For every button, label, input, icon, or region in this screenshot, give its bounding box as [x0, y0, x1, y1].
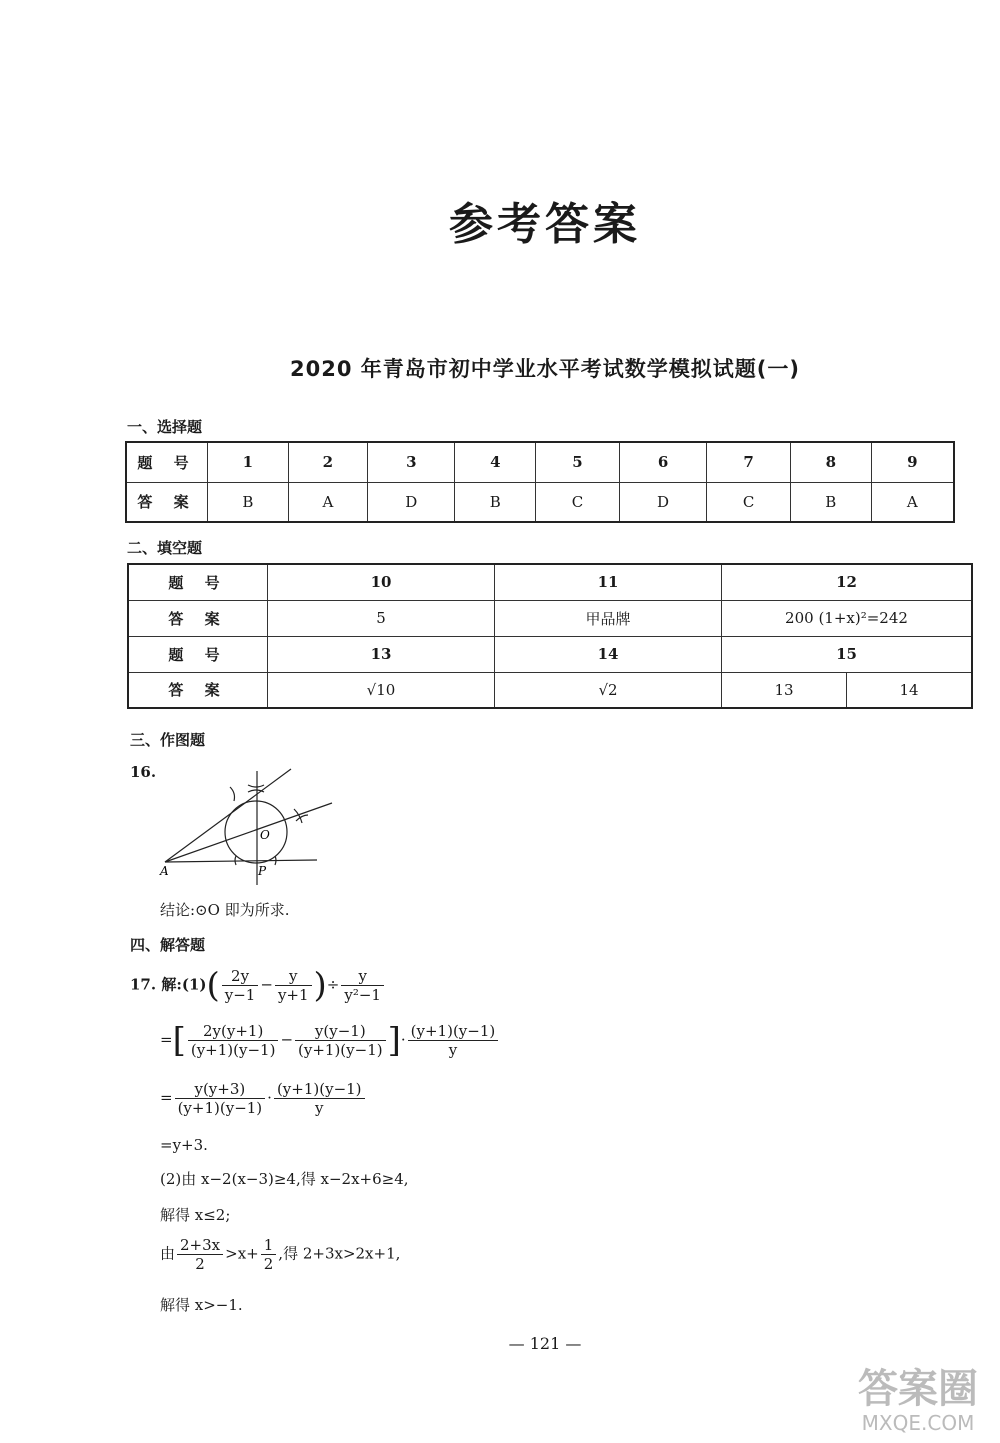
- question-number: 15: [722, 636, 973, 672]
- row-label-question: 题 号: [128, 636, 268, 672]
- exam-title: 2020 年青岛市初中学业水平考试数学模拟试题(一): [290, 357, 800, 381]
- answer-cell: C: [707, 482, 791, 522]
- denominator: y−1: [224, 986, 256, 1004]
- paren-open: (: [206, 965, 220, 1006]
- question-number: 5: [536, 442, 620, 482]
- numerator: 2+3x: [177, 1236, 223, 1255]
- answer-cell: C: [536, 482, 620, 522]
- denominator: (y+1)(y−1): [190, 1041, 276, 1059]
- fraction: [275, 967, 312, 1004]
- answer-cell: 5: [268, 600, 495, 636]
- text-prefix: 由: [160, 1244, 176, 1263]
- answer-cell: 13: [722, 672, 847, 708]
- denominator: (y+1)(y−1): [298, 1041, 383, 1059]
- solution-line-2: =[ $\frac{2y(y+1)}{(y+1)(y-1)}$ − $\frac{y(y-1)}{(y+1)(y-1)}$ ]· $\frac{(y+1)(y-1)}{y}$: [160, 1022, 500, 1059]
- section-heading-drawing: 三、作图题: [130, 731, 206, 749]
- solution-line-7: [160, 1236, 400, 1273]
- bisector-line: [165, 803, 332, 862]
- question-number: 3: [368, 442, 455, 482]
- solution-line-3: = $\frac{y(y+3)}{(y+1)(y-1)}$ · $\frac{(y+1)(y-1)}{y}$: [160, 1080, 367, 1117]
- row-label-answer: 答 案: [128, 672, 268, 708]
- fraction: [274, 1080, 365, 1117]
- question-number: 4: [455, 442, 536, 482]
- table-row: [128, 636, 972, 672]
- section-heading-fill: 二、填空题: [127, 539, 203, 557]
- numerator: y(y−1): [295, 1022, 386, 1041]
- denominator: 2: [263, 1255, 274, 1273]
- question-number: 6: [619, 442, 706, 482]
- upper-ray: [165, 769, 291, 862]
- conclusion-text: 结论:⊙O 即为所求.: [160, 901, 290, 919]
- table-row: [126, 442, 954, 482]
- label-o: O: [260, 828, 270, 842]
- text-middle: >x+: [225, 1244, 259, 1263]
- page-title: 参考答案: [449, 199, 641, 250]
- watermark: [858, 1367, 978, 1435]
- solution-line-8: 解得 x>−1.: [160, 1296, 243, 1314]
- question-number: 12: [722, 564, 973, 600]
- numerator: 2y: [222, 967, 259, 986]
- fill-answer-table: [127, 563, 973, 709]
- fraction: [175, 1080, 266, 1117]
- answer-cell: B: [455, 482, 536, 522]
- fraction: [177, 1236, 223, 1273]
- watermark-url: MXQE.COM: [861, 1411, 975, 1435]
- answer-cell: D: [368, 482, 455, 522]
- fraction: [408, 1022, 499, 1059]
- table-row: [128, 564, 972, 600]
- answer-cell: B: [208, 482, 289, 522]
- question-number: 7: [707, 442, 791, 482]
- solution-line-6: 解得 x≤2;: [160, 1206, 231, 1224]
- solution-line-5: (2)由 x−2(x−3)≥4,得 x−2x+6≥4,: [160, 1170, 409, 1188]
- text-suffix: ,得 2+3x>2x+1,: [278, 1244, 401, 1263]
- watermark-logo-text: 答案圈: [858, 1366, 978, 1412]
- row-label-question: 题 号: [128, 564, 268, 600]
- section-heading-choice: 一、选择题: [127, 418, 203, 436]
- question-number: 11: [495, 564, 722, 600]
- denominator: y+1: [277, 986, 309, 1004]
- fraction: [222, 967, 259, 1004]
- question-number: 8: [790, 442, 871, 482]
- question-number: 2: [288, 442, 367, 482]
- denominator: (y+1)(y−1): [177, 1099, 263, 1117]
- label-a: A: [160, 864, 169, 878]
- question-number: 10: [268, 564, 495, 600]
- label-p: P: [258, 864, 267, 878]
- row-label-answer: 答 案: [126, 482, 208, 522]
- question-number: 14: [495, 636, 722, 672]
- page-number: — 121 —: [508, 1334, 582, 1353]
- numerator: y(y+3): [175, 1080, 266, 1099]
- table-row: [128, 672, 972, 708]
- answer-cell: √10: [268, 672, 495, 708]
- question-number: 1: [208, 442, 289, 482]
- table-row: [126, 482, 954, 522]
- solution-line-1: 17. 解:(1)( $\frac{2y}{y-1}$ − $\frac{y}{y+1}$ )÷ $\frac{y}{\text{y²−1}}$: [130, 967, 386, 1004]
- table-row: [128, 600, 972, 636]
- denominator: y: [315, 1099, 324, 1117]
- denominator: y²−1: [344, 986, 381, 1004]
- fraction: [341, 967, 384, 1004]
- numerator: 1: [261, 1236, 277, 1255]
- answer-cell: 14: [847, 672, 973, 708]
- base-line: [165, 860, 317, 862]
- answer-cell: 甲品牌: [495, 600, 722, 636]
- answer-cell: √2: [495, 672, 722, 708]
- denominator: 2: [195, 1255, 205, 1273]
- section-heading-solution: 四、解答题: [130, 936, 206, 954]
- bracket-open: [: [172, 1020, 186, 1061]
- bracket-close: ]: [387, 1020, 401, 1061]
- fraction: [295, 1022, 386, 1059]
- numerator: (y+1)(y−1): [274, 1080, 365, 1099]
- question-number: 9: [871, 442, 954, 482]
- question-number: 13: [268, 636, 495, 672]
- fraction: [188, 1022, 279, 1059]
- row-label-question: 题 号: [126, 442, 208, 482]
- solution-line-4: =y+3.: [160, 1136, 208, 1154]
- answer-cell: A: [871, 482, 954, 522]
- numerator: y: [341, 967, 384, 986]
- arc-mark: [230, 787, 235, 801]
- circle-o: [225, 801, 287, 863]
- answer-cell: 200 (1+x)²=242: [722, 600, 973, 636]
- row-label-answer: 答 案: [128, 600, 268, 636]
- problem-prefix: 17. 解:(1): [130, 975, 207, 994]
- denominator: y: [448, 1041, 458, 1059]
- numerator: (y+1)(y−1): [408, 1022, 499, 1041]
- numerator: 2y(y+1): [188, 1022, 279, 1041]
- paren-close: ): [313, 965, 327, 1006]
- choice-answer-table: [125, 441, 955, 523]
- answer-cell: B: [790, 482, 871, 522]
- construction-figure: [150, 765, 350, 885]
- numerator: y: [275, 967, 312, 986]
- arc-mark: [248, 785, 264, 792]
- answer-cell: D: [619, 482, 706, 522]
- problem-number: 16.: [130, 763, 157, 781]
- answer-cell: A: [288, 482, 367, 522]
- fraction: [261, 1236, 277, 1273]
